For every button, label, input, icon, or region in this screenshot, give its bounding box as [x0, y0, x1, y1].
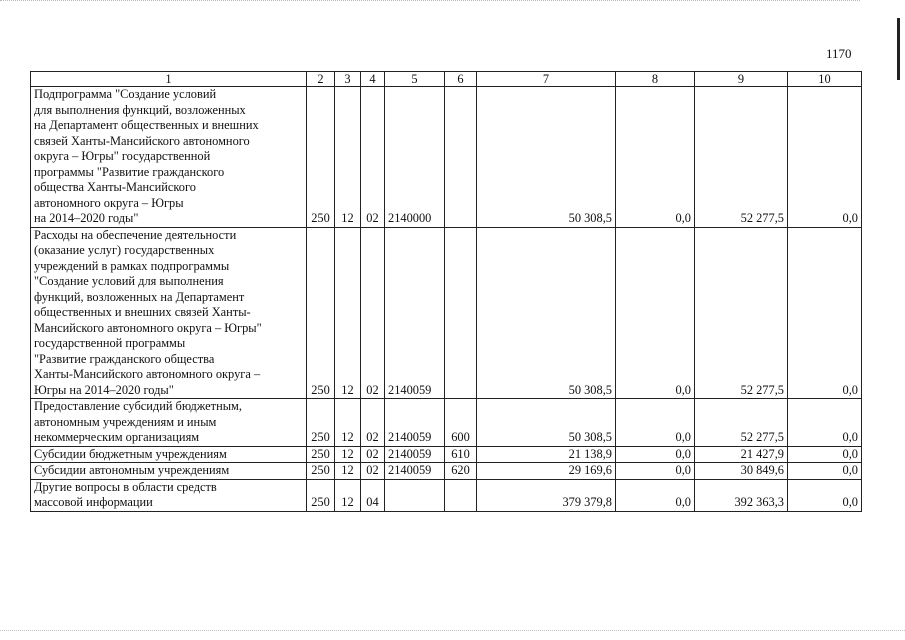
cell-ministry-code: 250 [307, 87, 335, 228]
cell-expense-type [445, 227, 477, 399]
column-header: 8 [616, 72, 695, 87]
scan-artifact-top [0, 0, 860, 9]
cell-amount: 29 169,6 [477, 463, 616, 480]
table-row [31, 463, 862, 480]
cell-amount: 0,0 [788, 227, 862, 399]
cell-subsection-code: 02 [361, 87, 385, 228]
cell-amount: 52 277,5 [695, 399, 788, 447]
cell-amount: 0,0 [788, 399, 862, 447]
budget-table [30, 71, 862, 512]
cell-expense-type: 620 [445, 463, 477, 480]
cell-amount: 0,0 [616, 399, 695, 447]
column-header: 10 [788, 72, 862, 87]
cell-target-code: 2140059 [385, 463, 445, 480]
column-header: 6 [445, 72, 477, 87]
row-name: Субсидии бюджетным учреждениям [31, 446, 307, 463]
column-header: 1 [31, 72, 307, 87]
cell-target-code: 2140059 [385, 399, 445, 447]
cell-subsection-code: 02 [361, 446, 385, 463]
cell-amount: 0,0 [788, 446, 862, 463]
row-name: Предоставление субсидий бюджетным, автономным учреждениям и иным некоммерческим организациям [31, 399, 307, 447]
column-header: 3 [335, 72, 361, 87]
row-name: Расходы на обеспечение деятельности (оказание услуг) государственных учреждений в рамках подпрограммы "Создание условий для выполнения функций, возложенных на Департамент общественных и внешних связей Ханты- Мансийского автономного округа – Югры" государственной программы "Развитие гражданского общества Ханты-Мансийского автономного округа – Югры на 2014–2020 годы" [31, 227, 307, 399]
cell-amount: 21 138,9 [477, 446, 616, 463]
cell-target-code: 2140059 [385, 446, 445, 463]
column-header: 7 [477, 72, 616, 87]
column-header: 5 [385, 72, 445, 87]
cell-section-code: 12 [335, 463, 361, 480]
cell-target-code: 2140059 [385, 227, 445, 399]
cell-amount: 379 379,8 [477, 479, 616, 511]
table-row [31, 446, 862, 463]
scan-artifact-bottom [0, 630, 905, 637]
cell-ministry-code: 250 [307, 399, 335, 447]
cell-target-code: 2140000 [385, 87, 445, 228]
cell-amount: 52 277,5 [695, 227, 788, 399]
table-row [31, 399, 862, 447]
cell-amount: 0,0 [616, 479, 695, 511]
cell-ministry-code: 250 [307, 446, 335, 463]
cell-subsection-code: 02 [361, 399, 385, 447]
cell-amount: 52 277,5 [695, 87, 788, 228]
cell-subsection-code: 04 [361, 479, 385, 511]
table-row [31, 227, 862, 399]
cell-ministry-code: 250 [307, 479, 335, 511]
cell-amount: 0,0 [788, 463, 862, 480]
cell-amount: 21 427,9 [695, 446, 788, 463]
cell-amount: 50 308,5 [477, 227, 616, 399]
cell-amount: 392 363,3 [695, 479, 788, 511]
cell-amount: 0,0 [616, 227, 695, 399]
cell-expense-type [445, 479, 477, 511]
cell-section-code: 12 [335, 87, 361, 228]
cell-subsection-code: 02 [361, 463, 385, 480]
cell-amount: 0,0 [616, 87, 695, 228]
cell-amount: 50 308,5 [477, 399, 616, 447]
cell-amount: 50 308,5 [477, 87, 616, 228]
cell-subsection-code: 02 [361, 227, 385, 399]
cell-expense-type: 600 [445, 399, 477, 447]
column-header: 4 [361, 72, 385, 87]
cell-amount: 0,0 [788, 87, 862, 228]
cell-amount: 0,0 [616, 463, 695, 480]
row-name: Другие вопросы в области средств массовой информации [31, 479, 307, 511]
scan-edge-mark [897, 18, 900, 80]
page-number: 1170 [826, 46, 852, 61]
cell-section-code: 12 [335, 446, 361, 463]
row-name: Подпрограмма "Создание условий для выполнения функций, возложенных на Департамент общественных и внешних связей Ханты-Мансийского автономного округа – Югры" государственной программы "Развитие гражданского общества Ханты-Мансийского автономного округа – Югры на 2014–2020 годы" [31, 87, 307, 228]
table-row [31, 87, 862, 228]
cell-expense-type: 610 [445, 446, 477, 463]
cell-section-code: 12 [335, 479, 361, 511]
column-header: 2 [307, 72, 335, 87]
cell-amount: 0,0 [788, 479, 862, 511]
cell-target-code [385, 479, 445, 511]
cell-section-code: 12 [335, 227, 361, 399]
column-header: 9 [695, 72, 788, 87]
cell-ministry-code: 250 [307, 463, 335, 480]
cell-amount: 0,0 [616, 446, 695, 463]
header-row [31, 72, 862, 87]
cell-ministry-code: 250 [307, 227, 335, 399]
cell-section-code: 12 [335, 399, 361, 447]
row-name: Субсидии автономным учреждениям [31, 463, 307, 480]
cell-expense-type [445, 87, 477, 228]
table-row [31, 479, 862, 511]
cell-amount: 30 849,6 [695, 463, 788, 480]
